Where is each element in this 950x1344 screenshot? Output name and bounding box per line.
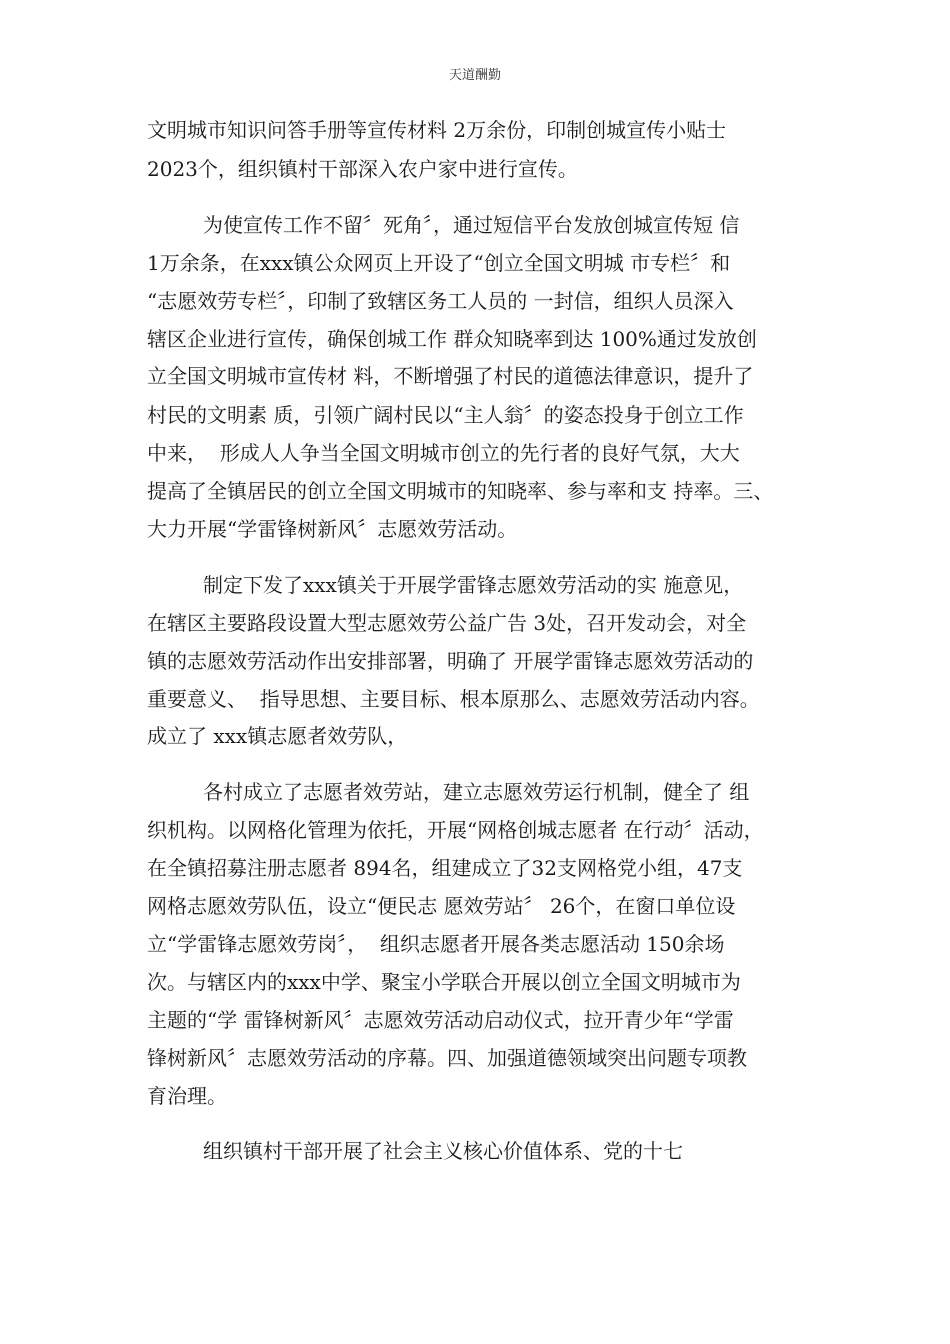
text-line: 中来， 形成人人争当全国文明城市创立的先行者的良好气氛，大大 bbox=[147, 441, 740, 465]
text-line: 织机构。以网格化管理为依托，开展“网格创城志愿者 在行动〞活动， bbox=[147, 818, 764, 842]
text-line: 网格志愿效劳队伍，设立“便民志 愿效劳站〞 26个，在窗口单位设 bbox=[147, 894, 736, 918]
text-line: 辖区企业进行宣传，确保创城工作 群众知晓率到达 100%通过发放创 bbox=[147, 327, 757, 351]
text-line: 育治理。 bbox=[147, 1084, 227, 1108]
text-line: 提高了全镇居民的创立全国文明城市的知晓率、参与率和支 持率。三、 bbox=[147, 479, 774, 503]
text-line: 在全镇招募注册志愿者 894名，组建成立了32支网格党小组，47支 bbox=[147, 856, 743, 880]
text-line: 村民的文明素 质，引领广阔村民以“主人翁〞的姿态投身于创立工作 bbox=[147, 403, 744, 427]
text-line: 锋树新风〞志愿效劳活动的序幕。四、加强道德领域突出问题专项教 bbox=[147, 1046, 747, 1070]
text-line: 为使宣传工作不留〞死角〞，通过短信平台发放创城宣传短 信 bbox=[203, 213, 740, 237]
text-line: 镇的志愿效劳活动作出安排部署，明确了 开展学雷锋志愿效劳活动的 bbox=[147, 649, 754, 673]
text-line: 主题的“学 雷锋树新风〞志愿效劳活动启动仪式，拉开青少年“学雷 bbox=[147, 1008, 734, 1032]
text-line: 制定下发了xxx镇关于开展学雷锋志愿效劳活动的实 施意见， bbox=[203, 573, 744, 597]
text-line: 2023个，组织镇村干部深入农户家中进行宣传。 bbox=[147, 157, 578, 181]
text-line: 重要意义、 指导思想、主要目标、根本原那么、志愿效劳活动内容。 bbox=[147, 687, 760, 711]
text-line: 组织镇村干部开展了社会主义核心价值体系、党的十七 bbox=[203, 1139, 683, 1163]
text-line: 文明城市知识问答手册等宣传材料 2万余份，印制创城宣传小贴士 bbox=[147, 118, 727, 142]
text-line: 1万余条，在xxx镇公众网页上开设了“创立全国文明城 市专栏〞和 bbox=[147, 251, 731, 275]
page-header: 天道酬勤 bbox=[448, 68, 501, 83]
text-line: 在辖区主要路段设置大型志愿效劳公益广告 3处，召开发动会，对全 bbox=[147, 611, 747, 635]
text-line: 各村成立了志愿者效劳站，建立志愿效劳运行机制，健全了 组 bbox=[203, 780, 750, 804]
text-line: 大力开展“学雷锋树新风〞志愿效劳活动。 bbox=[147, 517, 518, 541]
text-line: 次。与辖区内的xxx中学、聚宝小学联合开展以创立全国文明城市为 bbox=[147, 970, 741, 994]
text-line: 立“学雷锋志愿效劳岗〞， 组织志愿者开展各类志愿活动 150余场 bbox=[147, 932, 725, 956]
text-line: 立全国文明城市宣传材 料，不断增强了村民的道德法律意识，提升了 bbox=[147, 364, 754, 388]
text-line: 成立了 xxx镇志愿者效劳队， bbox=[147, 724, 408, 748]
text-line: “志愿效劳专栏〞，印制了致辖区务工人员的 一封信，组织人员深入 bbox=[147, 289, 734, 313]
